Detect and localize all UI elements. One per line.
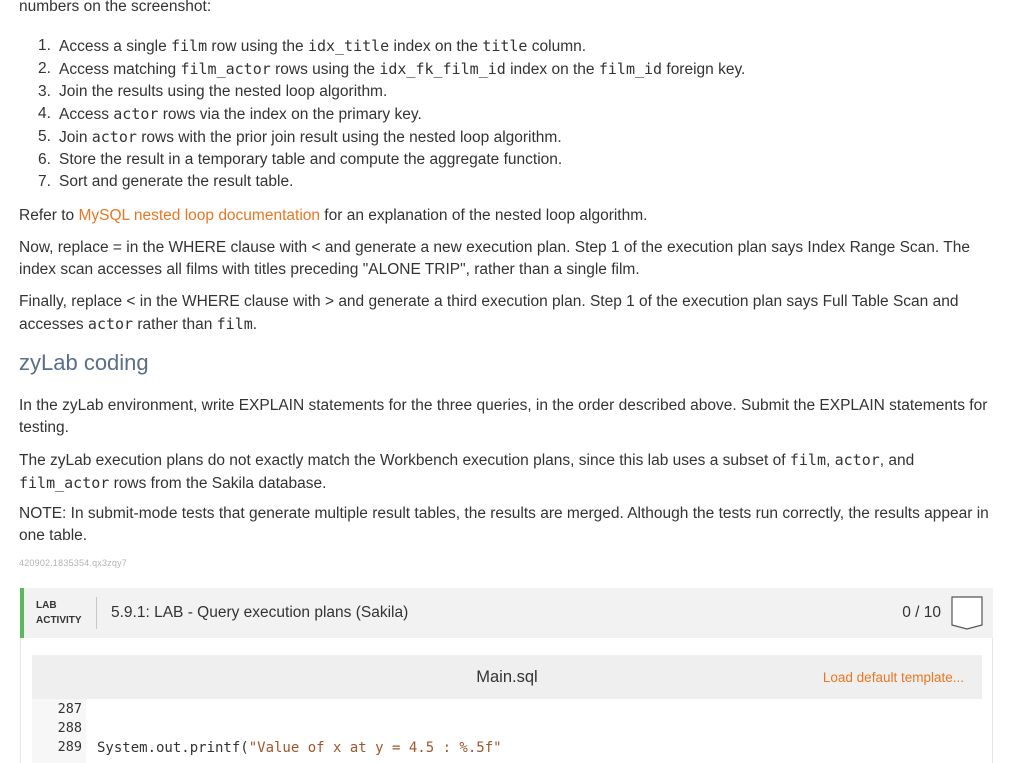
step-text: Access a single film row using the idx_title index on the title column. (59, 37, 587, 55)
load-default-template-link[interactable]: Load default template... (822, 669, 964, 685)
step-text: Access actor rows via the index on the primary key. (59, 105, 422, 123)
line-number: 289 (57, 739, 82, 755)
step-number: 5. (38, 128, 51, 145)
list-item (38, 149, 938, 171)
list-item (38, 103, 938, 126)
subset-paragraph: The zyLab execution plans do not exactly match the Workbench execution plans, since this lab uses a subset of film, actor, and film_actor rows from the Sakila database. (19, 451, 915, 492)
step-text: Join actor rows with the prior join result using the nested loop algorithm. (59, 128, 562, 146)
lab-activity-header (20, 588, 993, 638)
editor-toolbar (32, 655, 982, 699)
step-number: 3. (38, 83, 51, 100)
activity-hash-id: 420902.1835354.qx3zqy7 (19, 558, 127, 568)
code-line: System.out.printf("Value of x at y = 4.5 : %.5f" (97, 740, 502, 756)
note-paragraph: NOTE: In submit-mode tests that generate multiple result tables, the results are merged. Although the tests run correctly, the results appear in one table. (19, 505, 989, 544)
line-number-gutter (32, 699, 86, 763)
step-text: Access matching film_actor rows using the idx_fk_film_id index on the film_id foreign key. (59, 60, 746, 78)
step-number: 1. (38, 37, 51, 54)
line-number: 287 (57, 701, 82, 717)
intro-text: numbers on the screenshot: (19, 0, 212, 15)
divider (96, 597, 97, 629)
step-text: Store the result in a temporary table and compute the aggregate function. (59, 151, 563, 168)
step-text: Join the results using the nested loop algorithm. (59, 83, 388, 100)
line-number: 288 (57, 720, 82, 736)
list-item (38, 126, 938, 149)
step-number: 2. (38, 60, 51, 77)
steps-list (38, 35, 938, 193)
editor-filename: Main.sql (476, 667, 538, 686)
refer-paragraph: Refer to MySQL nested loop documentation for an explanation of the nested loop algorithm. (19, 207, 648, 224)
step-number: 4. (38, 105, 51, 122)
lab-score: 0 / 10 (902, 604, 941, 621)
list-item (38, 35, 938, 58)
now-paragraph: Now, replace = in the WHERE clause with < and generate a new execution plan. Step 1 of the execution plan says Index Range Scan. The index scan accesses all films with titles preceding "ALONE TRIP", rather than a single film. (19, 239, 970, 278)
lab-activity-tag: LAB ACTIVITY (36, 600, 82, 626)
environment-paragraph: In the zyLab environment, write EXPLAIN statements for the three queries, in the order described above. Submit the EXPLAIN statements for testing. (19, 397, 988, 436)
step-text: Sort and generate the result table. (59, 173, 294, 190)
code-editor (20, 638, 993, 763)
step-number: 7. (38, 173, 51, 190)
finally-paragraph: Finally, replace < in the WHERE clause with > and generate a third execution plan. Step 1 of the execution plan says Full Table Scan and accesses actor rather than film. (19, 293, 959, 333)
list-item (38, 58, 938, 81)
nested-loop-doc-link[interactable]: MySQL nested loop documentation (78, 207, 320, 224)
lab-title: 5.9.1: LAB - Query execution plans (Sakila) (111, 604, 409, 621)
list-item (38, 81, 938, 103)
completion-badge-icon (951, 596, 983, 630)
code-area[interactable] (32, 699, 982, 763)
step-number: 6. (38, 151, 51, 168)
list-item (38, 171, 938, 193)
section-title: zyLab coding (19, 350, 149, 375)
